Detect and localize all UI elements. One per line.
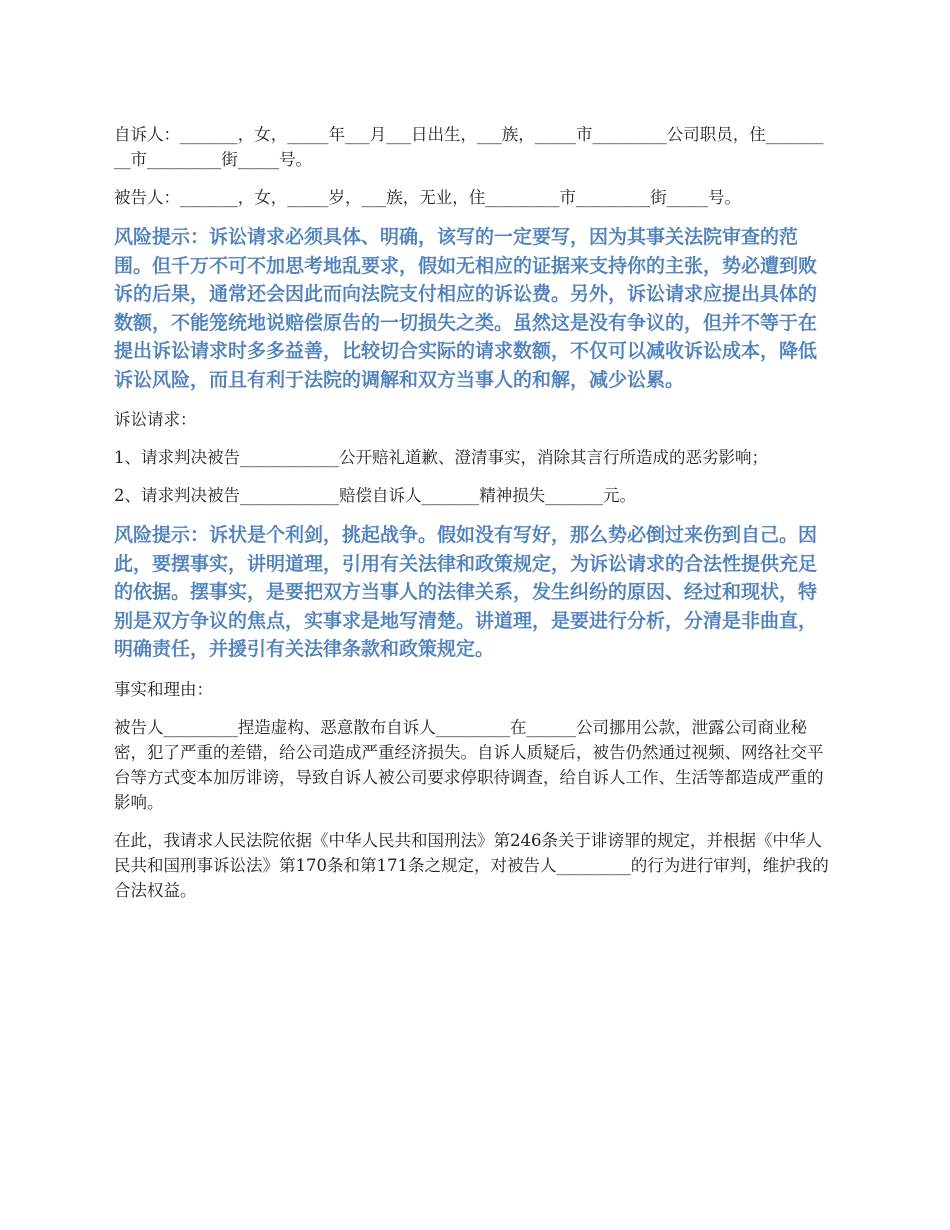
claim-item-1: 1、请求判决被告____________公开赔礼道歉、澄清事实，消除其言行所造成的恶劣影响； [114, 448, 768, 467]
plaintiff-info: 自诉人：_______，女，_____年___月___日出生，___族，_____市_________公司职员，住_________市_________街_____号。 [114, 125, 824, 169]
claim-item-2: 2、请求判决被告____________赔偿自诉人_______精神损失_______元。 [114, 486, 636, 505]
risk-note-facts: 风险提示：诉状是个利剑，挑起战争。假如没有写好，那么势必倒过来伤到自己。因此，要摆事实，讲明道理，引用有关法律和政策规定，为诉讼请求的合法性提供充足的依据。摆事实，是要把双方当事人的法律关系，发生纠纷的原因、经过和现状，特别是双方争议的焦点，实事求是地写清楚。讲道理，是要进行分析，分清是非曲直，明确责任，并援引有关法律条款和政策规定。 [114, 524, 818, 660]
defendant-info: 被告人：_______，女，_____岁，___族，无业，住_________市_________街_____号。 [114, 188, 741, 207]
risk-note-claims: 风险提示：诉讼请求必须具体、明确，该写的一定要写，因为其事关法院审查的范围。但千万不可不加思考地乱要求，假如无相应的证据来支持你的主张，势必遭到败诉的后果，通常还会因此而向法院支付相应的诉讼费。另外，诉讼请求应提出具体的数额，不能笼统地说赔偿原告的一切损失之类。虽然这是没有争议的，但并不等于在提出诉讼请求时多多益善，比较切合实际的请求数额，不仅可以减收诉讼成本，降低诉讼风险，而且有利于法院的调解和双方当事人的和解，减少讼累。 [114, 226, 818, 391]
conclusion-paragraph: 在此，我请求人民法院依据《中华人民共和国刑法》第246条关于诽谤罪的规定，并根据《中华人民共和国刑事诉讼法》第170条和第171条之规定，对被告人_________的行为进行审判，维护我的合法权益。 [114, 830, 829, 900]
facts-heading: 事实和理由： [114, 679, 213, 699]
claims-heading: 诉讼请求： [114, 410, 197, 429]
facts-body: 被告人_________捏造虚构、恶意散布自诉人_________在______公司挪用公款，泄露公司商业秘密，犯了严重的差错，给公司造成严重经济损失。自诉人质疑后，被告仍然通过视频、网络社交平台等方式变本加厉诽谤，导致自诉人被公司要求停职待调查，给自诉人工作、生活等都造成严重的影响。 [114, 717, 824, 812]
document-page [114, 122, 830, 916]
